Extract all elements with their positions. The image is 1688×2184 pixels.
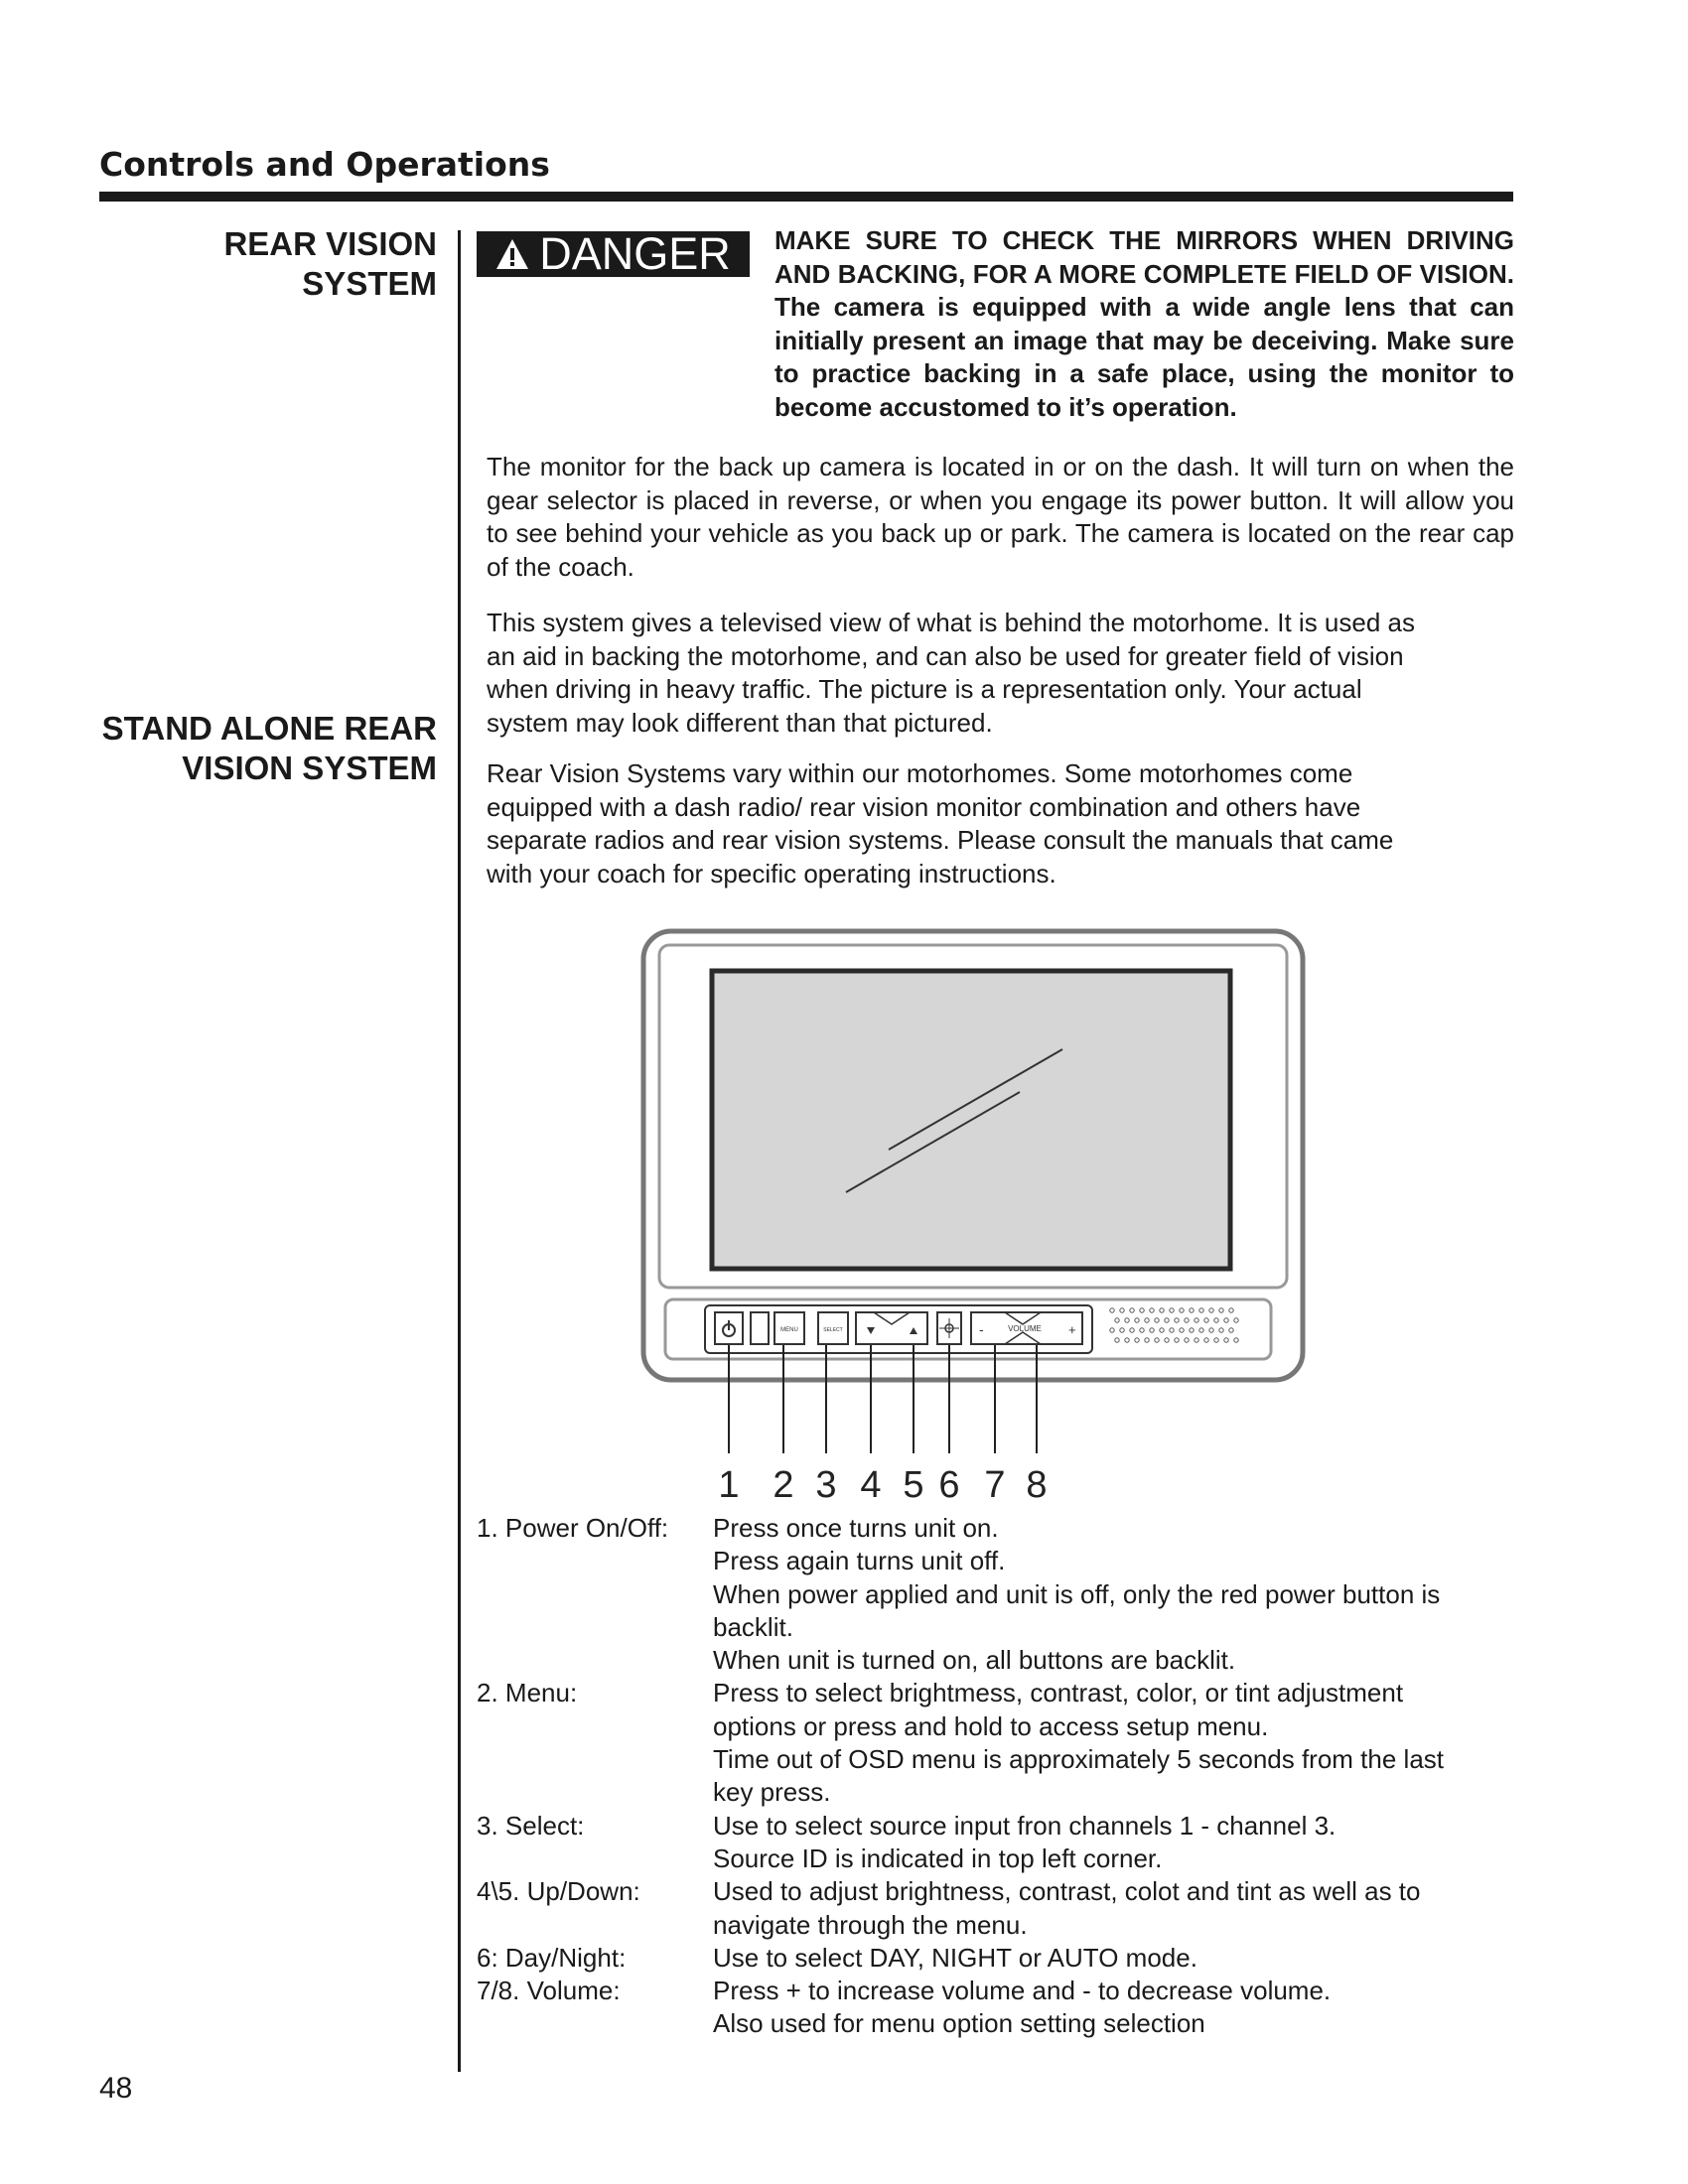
control-item-select: [477, 1810, 1519, 1876]
description-line: When power applied and unit is off, only the red power button is: [713, 1578, 1441, 1609]
control-item-volume: [477, 1975, 1519, 2041]
callout-numbers: [718, 1464, 1047, 1506]
control-description: [713, 1677, 1519, 1809]
up-down-buttons: [856, 1312, 927, 1344]
paragraph-monitor-location: The monitor for the back up camera is located in or on the dash. It will turn on when the gear selector is placed in reverse, or when you engage its power button. It will allow you to see behind your vehicle as you back up or park. The camera is located on the rear cap of the coach.: [487, 452, 1514, 582]
control-label: 1. Power On/Off:: [477, 1513, 669, 1543]
control-label: 2. Menu:: [477, 1678, 578, 1708]
column-divider: [458, 230, 461, 2072]
description-line: Press + to increase volume and - to decrease volume.: [713, 1976, 1332, 2006]
volume-minus: -: [979, 1321, 984, 1337]
control-description: [713, 1810, 1519, 1876]
description-line: options or press and hold to access setup menu.: [713, 1710, 1269, 1741]
heading-line: VISION SYSTEM: [182, 750, 437, 786]
description-line: Used to adjust brightness, contrast, colot and tint as well as to: [713, 1876, 1421, 1907]
select-button-label: SELECT: [823, 1327, 843, 1333]
callout-1: 1: [718, 1464, 740, 1506]
monitor-diagram: [635, 923, 1311, 1509]
text-line: This system gives a televised view of what is behind the motorhome. It is used as: [487, 608, 1415, 637]
text-line: when driving in heavy traffic. The picture is a representation only. Your actual: [487, 674, 1362, 704]
heading-line: SYSTEM: [302, 265, 437, 302]
control-label: 6: Day/Night:: [477, 1942, 627, 1973]
description-line: Press again turns unit off.: [713, 1546, 1006, 1576]
control-label: 3. Select:: [477, 1810, 585, 1841]
description-line: Use to select DAY, NIGHT or AUTO mode.: [713, 1942, 1197, 1973]
danger-label: DANGER: [539, 228, 731, 279]
control-item-menu: [477, 1677, 1519, 1809]
heading-line: STAND ALONE REAR: [101, 710, 437, 747]
page-number: 48: [99, 2072, 133, 2105]
volume-plus: +: [1068, 1322, 1076, 1337]
callout-2: 2: [773, 1464, 794, 1506]
select-button: [818, 1312, 848, 1344]
heading-stand-alone-rear-vision: [102, 709, 437, 788]
callout-4: 4: [860, 1464, 882, 1506]
control-label: 4\5. Up/Down:: [477, 1876, 640, 1907]
description-line: Also used for menu option setting selection: [713, 2008, 1205, 2039]
callout-5: 5: [903, 1464, 924, 1506]
callout-3: 3: [815, 1464, 837, 1506]
indicator-slot: [751, 1312, 769, 1344]
volume-label: VOLUME: [1008, 1324, 1042, 1333]
description-line: Time out of OSD menu is approximately 5 seconds from the last: [713, 1744, 1445, 1775]
danger-warning-text: MAKE SURE TO CHECK THE MIRRORS WHEN DRIVING AND BACKING, FOR A MORE COMPLETE FIELD OF VISION. The camera is equipped with a wide angle lens that can initially present an image that may be deceiving. Make sure to practice backing in a safe place, using the monitor to become accustomed to it’s operation.: [774, 225, 1514, 422]
power-button: [715, 1312, 743, 1344]
text-line: separate radios and rear vision systems. Please consult the manuals that came: [487, 825, 1394, 855]
warning-triangle-icon: [495, 238, 529, 270]
description-line: backlit.: [713, 1611, 793, 1642]
callout-8: 8: [1026, 1464, 1048, 1506]
description-line: navigate through the menu.: [713, 1909, 1028, 1940]
text-line: an aid in backing the motorhome, and can also be used for greater field of vision: [487, 640, 1404, 671]
section-title: Controls and Operations: [99, 145, 550, 184]
controls-list: [477, 1512, 1519, 2041]
description-line: Press once turns unit on.: [713, 1513, 999, 1543]
control-item-day-night: [477, 1942, 1519, 1975]
control-description: [713, 1942, 1519, 1975]
control-item-up-down: [477, 1875, 1519, 1942]
text-line: equipped with a dash radio/ rear vision monitor combination and others have: [487, 791, 1361, 822]
control-label: 7/8. Volume:: [477, 1976, 621, 2006]
text-line: system may look different than that pictured.: [487, 707, 993, 738]
text-line: with your coach for specific operating instructions.: [487, 858, 1056, 888]
description-line: key press.: [713, 1777, 831, 1808]
description-line: Use to select source input fron channels 1 - channel 3.: [713, 1810, 1336, 1841]
control-description: [713, 1875, 1519, 1942]
paragraph-system-variations: [487, 757, 1514, 890]
heading-rear-vision-system: [223, 224, 437, 304]
callout-7: 7: [984, 1464, 1006, 1506]
control-description: [713, 1975, 1519, 2041]
title-rule: [99, 192, 1513, 202]
text-line: Rear Vision Systems vary within our motorhomes. Some motorhomes come: [487, 758, 1353, 788]
description-line: Press to select brightmess, contrast, color, or tint adjustment: [713, 1678, 1404, 1708]
heading-line: REAR VISION: [223, 225, 437, 262]
danger-badge: [477, 228, 750, 279]
day-night-button: [937, 1312, 961, 1344]
description-line: Source ID is indicated in top left corner.: [713, 1843, 1163, 1873]
callout-6: 6: [938, 1464, 960, 1506]
control-description: [713, 1512, 1519, 1677]
paragraph-system-description: [487, 607, 1514, 740]
volume-buttons: [971, 1312, 1082, 1344]
menu-button: [774, 1312, 804, 1344]
control-item-power: [477, 1512, 1519, 1677]
description-line: When unit is turned on, all buttons are backlit.: [713, 1645, 1236, 1676]
menu-button-label: MENU: [780, 1327, 798, 1333]
